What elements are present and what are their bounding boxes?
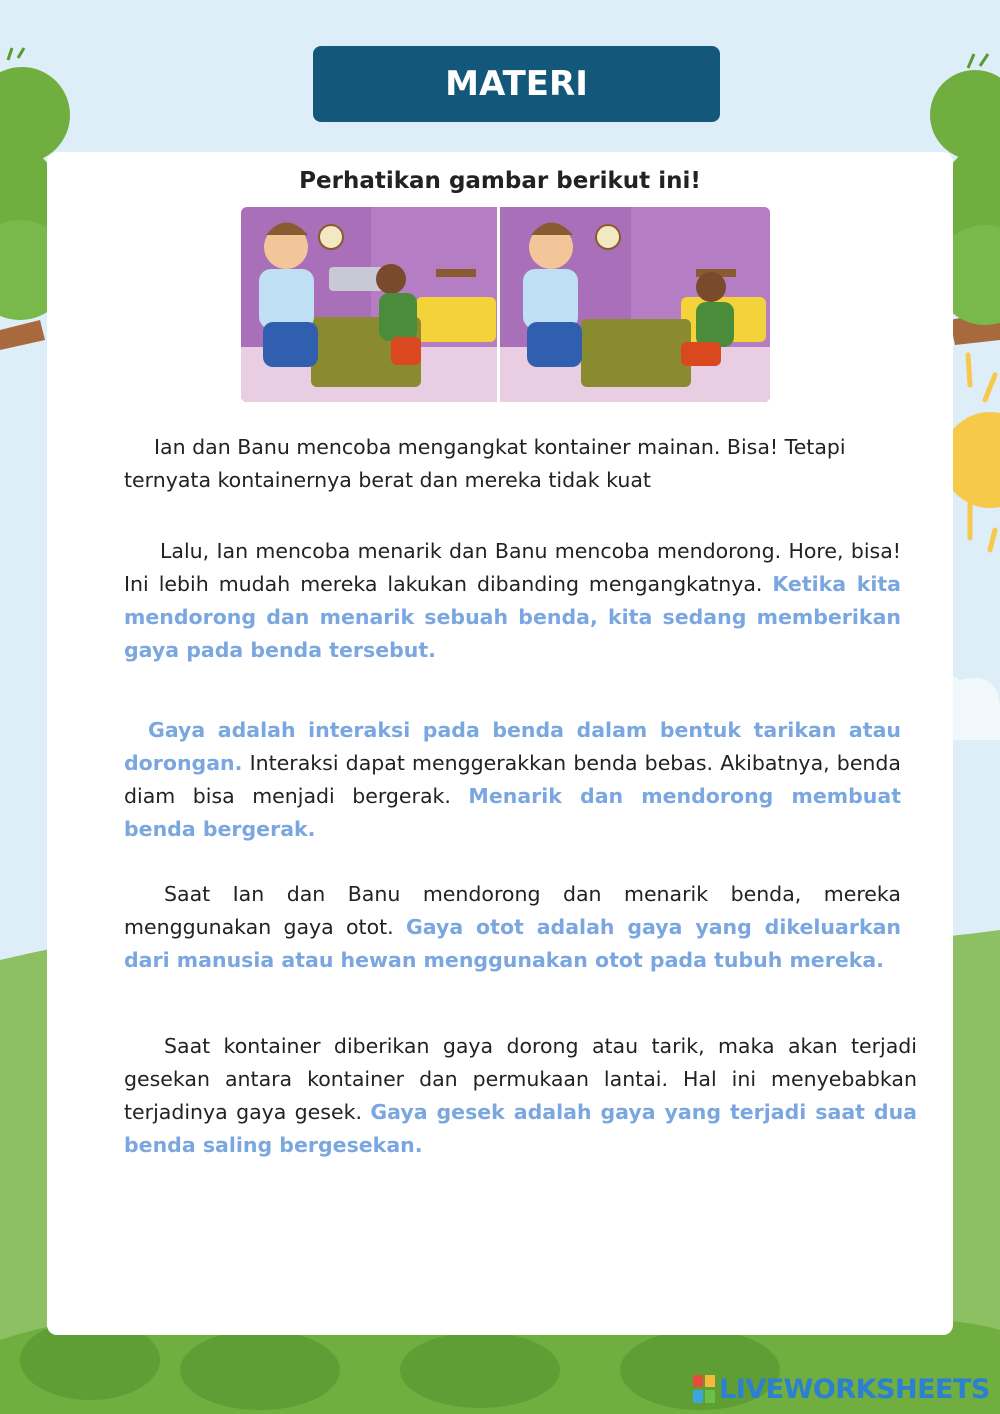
liveworksheets-logo-icon xyxy=(693,1375,715,1403)
watermark-text: LIVEWORKSHEETS xyxy=(719,1373,990,1405)
children-pushing-container-illustration xyxy=(241,207,770,402)
paragraph-5 xyxy=(124,1030,917,1162)
paragraph-1-text: Ian dan Banu mencoba mengangkat kontainer mainan. Bisa! Tetapi ternyata kontainernya berat dan mereka tidak kuat xyxy=(124,435,846,492)
paragraph-3-highlight-2: Menarik dan mendorong membuat benda bergerak. xyxy=(124,784,901,841)
paragraph-2-highlight: Ketika kita mendorong dan menarik sebuah benda, kita sedang memberikan gaya pada benda tersebut. xyxy=(124,572,902,662)
header-title: MATERI xyxy=(445,64,588,104)
paragraph-5-highlight: Gaya gesek adalah gaya yang terjadi saat dua benda saling bergesekan. xyxy=(124,1100,918,1157)
header-banner xyxy=(313,46,720,122)
liveworksheets-watermark[interactable] xyxy=(693,1372,990,1406)
paragraph-2-text: Lalu, Ian mencoba menarik dan Banu mencoba mendorong. Hore, bisa! Ini lebih mudah mereka lakukan dibanding mengangkatnya. xyxy=(124,539,901,596)
paragraph-5-text: Saat kontainer diberikan gaya dorong atau tarik, maka akan terjadi gesekan antara kontainer dan permukaan lantai. Hal ini menyebabkan terjadinya gaya gesek. xyxy=(124,1034,917,1124)
paragraph-4-highlight: Gaya otot adalah gaya yang dikeluarkan dari manusia atau hewan menggunakan otot pada tubuh mereka. xyxy=(124,915,901,972)
paragraph-1 xyxy=(124,431,901,497)
paragraph-3 xyxy=(124,714,901,846)
paragraph-3-highlight-1: Gaya adalah interaksi pada benda dalam bentuk tarikan atau dorongan. xyxy=(124,718,901,775)
paragraph-4 xyxy=(124,878,901,977)
paragraph-2 xyxy=(124,535,901,667)
paragraph-3-text: Interaksi dapat menggerakkan benda bebas. Akibatnya, benda diam bisa menjadi bergerak. xyxy=(124,751,901,808)
instruction-heading: Perhatikan gambar berikut ini! xyxy=(299,168,701,194)
paragraph-4-text: Saat Ian dan Banu mendorong dan menarik benda, mereka menggunakan gaya otot. xyxy=(124,882,901,939)
